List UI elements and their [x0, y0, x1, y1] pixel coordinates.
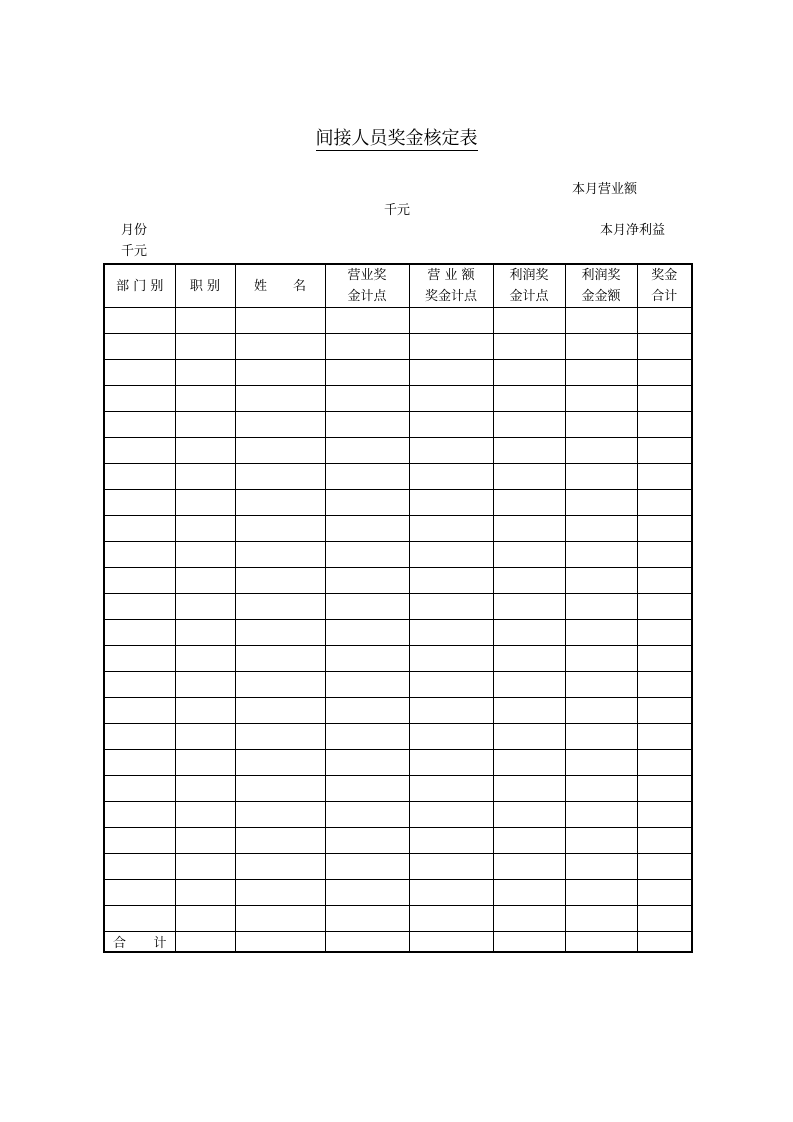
total-label-cell [104, 932, 175, 953]
table-cell[interactable] [325, 750, 409, 776]
total-cell[interactable] [637, 932, 692, 953]
table-cell[interactable] [565, 516, 637, 542]
table-cell[interactable] [325, 594, 409, 620]
table-cell[interactable] [325, 386, 409, 412]
table-cell[interactable] [104, 334, 175, 360]
table-cell[interactable] [493, 360, 565, 386]
table-cell[interactable] [565, 412, 637, 438]
table-row [104, 672, 692, 698]
header-row [104, 264, 692, 308]
table-cell[interactable] [565, 308, 637, 334]
table-cell[interactable] [637, 802, 692, 828]
table-cell[interactable] [565, 802, 637, 828]
total-row [104, 932, 692, 953]
table-cell[interactable] [565, 906, 637, 932]
table-row [104, 568, 692, 594]
table-row [104, 880, 692, 906]
table-cell[interactable] [325, 776, 409, 802]
table-cell[interactable] [409, 776, 493, 802]
table-cell[interactable] [493, 854, 565, 880]
table-cell[interactable] [175, 360, 235, 386]
table-cell[interactable] [493, 516, 565, 542]
table-cell[interactable] [409, 802, 493, 828]
table-cell[interactable] [235, 750, 325, 776]
table-cell[interactable] [409, 360, 493, 386]
sales-unit: 千元 [384, 203, 411, 218]
table-cell[interactable] [104, 594, 175, 620]
table-cell[interactable] [235, 334, 325, 360]
table-cell[interactable] [175, 828, 235, 854]
table-cell[interactable] [493, 828, 565, 854]
table-cell[interactable] [104, 412, 175, 438]
table-cell[interactable] [637, 698, 692, 724]
table-cell[interactable] [325, 412, 409, 438]
table-cell[interactable] [409, 828, 493, 854]
table-cell[interactable] [325, 490, 409, 516]
table-cell[interactable] [565, 750, 637, 776]
table-cell[interactable] [637, 516, 692, 542]
table-cell[interactable] [637, 594, 692, 620]
table-cell[interactable] [409, 698, 493, 724]
table-cell[interactable] [325, 620, 409, 646]
table-cell[interactable] [104, 828, 175, 854]
table-cell[interactable] [637, 438, 692, 464]
table-row [104, 646, 692, 672]
table-cell[interactable] [104, 906, 175, 932]
table-cell[interactable] [235, 412, 325, 438]
table-cell[interactable] [175, 854, 235, 880]
table-cell[interactable] [104, 438, 175, 464]
table-row [104, 594, 692, 620]
table-row [104, 386, 692, 412]
table-cell[interactable] [565, 438, 637, 464]
table-row [104, 542, 692, 568]
table-cell[interactable] [235, 906, 325, 932]
table-cell[interactable] [325, 672, 409, 698]
table-cell[interactable] [104, 620, 175, 646]
table-cell[interactable] [565, 620, 637, 646]
table-body [104, 308, 692, 932]
table-cell[interactable] [235, 386, 325, 412]
table-cell[interactable] [637, 776, 692, 802]
table-cell[interactable] [565, 724, 637, 750]
table-cell[interactable] [637, 386, 692, 412]
table-cell[interactable] [409, 750, 493, 776]
total-cell[interactable] [565, 932, 637, 953]
table-cell[interactable] [493, 464, 565, 490]
table-cell[interactable] [325, 802, 409, 828]
table-cell[interactable] [493, 698, 565, 724]
table-cell[interactable] [493, 750, 565, 776]
table-cell[interactable] [175, 568, 235, 594]
total-cell[interactable] [409, 932, 493, 953]
table-cell[interactable] [104, 360, 175, 386]
total-label-right: 计 [153, 936, 167, 951]
table-cell[interactable] [325, 464, 409, 490]
table-cell[interactable] [637, 412, 692, 438]
table-cell[interactable] [235, 568, 325, 594]
table-cell[interactable] [175, 516, 235, 542]
table-row [104, 360, 692, 386]
header-position: 职 别 [175, 264, 235, 308]
table-cell[interactable] [493, 724, 565, 750]
total-label-left: 合 [113, 936, 127, 951]
table-cell[interactable] [325, 438, 409, 464]
table-cell[interactable] [175, 698, 235, 724]
table-cell[interactable] [493, 308, 565, 334]
table-row [104, 828, 692, 854]
table-cell[interactable] [637, 620, 692, 646]
table-row [104, 464, 692, 490]
table-row [104, 698, 692, 724]
table-cell[interactable] [409, 672, 493, 698]
table-cell[interactable] [104, 646, 175, 672]
header-profit-bonus-amount: 利润奖 金金额 [565, 264, 637, 308]
table-cell[interactable] [175, 906, 235, 932]
table-row [104, 412, 692, 438]
table-cell[interactable] [235, 464, 325, 490]
table-cell[interactable] [565, 386, 637, 412]
table-cell[interactable] [104, 542, 175, 568]
table-cell[interactable] [175, 594, 235, 620]
table-cell[interactable] [235, 438, 325, 464]
table-cell[interactable] [175, 438, 235, 464]
table-cell[interactable] [175, 620, 235, 646]
table-cell[interactable] [409, 412, 493, 438]
page-title [0, 126, 793, 152]
profit-unit: 千元 [121, 244, 148, 259]
table-cell[interactable] [409, 438, 493, 464]
table-cell[interactable] [565, 464, 637, 490]
table-cell[interactable] [175, 412, 235, 438]
header-name: 姓 名 [235, 264, 325, 308]
table-cell[interactable] [493, 620, 565, 646]
table-cell[interactable] [493, 906, 565, 932]
table-cell[interactable] [493, 802, 565, 828]
table-cell[interactable] [104, 516, 175, 542]
table-cell[interactable] [565, 828, 637, 854]
table-cell[interactable] [565, 568, 637, 594]
table-cell[interactable] [409, 594, 493, 620]
table-cell[interactable] [409, 724, 493, 750]
table-cell[interactable] [565, 646, 637, 672]
table-cell[interactable] [409, 464, 493, 490]
month-label: 月份 [121, 223, 148, 238]
table-cell[interactable] [325, 646, 409, 672]
table-cell[interactable] [637, 906, 692, 932]
table-cell[interactable] [175, 490, 235, 516]
table-cell[interactable] [493, 386, 565, 412]
table-cell[interactable] [637, 828, 692, 854]
table-cell[interactable] [104, 386, 175, 412]
table-cell[interactable] [325, 880, 409, 906]
table-cell[interactable] [493, 438, 565, 464]
table-cell[interactable] [325, 542, 409, 568]
table-row [104, 906, 692, 932]
table-cell[interactable] [565, 854, 637, 880]
header-bonus-total: 奖金 合计 [637, 264, 692, 308]
table-cell[interactable] [565, 490, 637, 516]
table-cell[interactable] [235, 880, 325, 906]
table-cell[interactable] [493, 594, 565, 620]
table-cell[interactable] [493, 542, 565, 568]
sales-label: 本月营业额 [572, 182, 638, 197]
table-cell[interactable] [493, 490, 565, 516]
table-cell[interactable] [175, 308, 235, 334]
table-cell[interactable] [175, 880, 235, 906]
table-cell[interactable] [104, 802, 175, 828]
table-row [104, 802, 692, 828]
table-cell[interactable] [637, 542, 692, 568]
table-cell[interactable] [409, 854, 493, 880]
table-cell[interactable] [565, 672, 637, 698]
table-cell[interactable] [175, 672, 235, 698]
table-cell[interactable] [175, 334, 235, 360]
table-cell[interactable] [637, 334, 692, 360]
table-cell[interactable] [637, 646, 692, 672]
table-cell[interactable] [235, 594, 325, 620]
table-cell[interactable] [235, 308, 325, 334]
table-cell[interactable] [325, 854, 409, 880]
table-cell[interactable] [175, 724, 235, 750]
table-cell[interactable] [409, 906, 493, 932]
table-cell[interactable] [565, 776, 637, 802]
table-cell[interactable] [409, 880, 493, 906]
table-cell[interactable] [637, 464, 692, 490]
bonus-table [103, 263, 693, 953]
table-cell[interactable] [409, 568, 493, 594]
table-row [104, 854, 692, 880]
table-cell[interactable] [493, 568, 565, 594]
title-text: 间接人员奖金核定表 [315, 128, 478, 149]
table-cell[interactable] [565, 880, 637, 906]
table-cell[interactable] [637, 672, 692, 698]
table-cell[interactable] [104, 854, 175, 880]
table-cell[interactable] [493, 646, 565, 672]
total-cell[interactable] [493, 932, 565, 953]
table-cell[interactable] [104, 750, 175, 776]
table-cell[interactable] [235, 724, 325, 750]
table-cell[interactable] [565, 334, 637, 360]
table-cell[interactable] [175, 542, 235, 568]
table-row [104, 750, 692, 776]
table-cell[interactable] [235, 802, 325, 828]
table-row [104, 516, 692, 542]
table-cell[interactable] [409, 516, 493, 542]
table-cell[interactable] [409, 490, 493, 516]
table-cell[interactable] [104, 672, 175, 698]
table-cell[interactable] [637, 360, 692, 386]
table-cell[interactable] [409, 620, 493, 646]
table-cell[interactable] [637, 854, 692, 880]
total-cell[interactable] [325, 932, 409, 953]
table-row [104, 334, 692, 360]
table-cell[interactable] [409, 308, 493, 334]
total-cell[interactable] [175, 932, 235, 953]
table-row [104, 438, 692, 464]
table-cell[interactable] [104, 308, 175, 334]
table-cell[interactable] [493, 334, 565, 360]
table-cell[interactable] [409, 542, 493, 568]
table-cell[interactable] [325, 516, 409, 542]
table-cell[interactable] [637, 568, 692, 594]
table-cell[interactable] [493, 672, 565, 698]
table-row [104, 308, 692, 334]
table-cell[interactable] [235, 672, 325, 698]
table-cell[interactable] [325, 360, 409, 386]
table-cell[interactable] [565, 542, 637, 568]
header-dept: 部 门 别 [104, 264, 175, 308]
table-cell[interactable] [565, 698, 637, 724]
table-cell[interactable] [565, 360, 637, 386]
table-cell[interactable] [175, 464, 235, 490]
table-cell[interactable] [325, 308, 409, 334]
table-cell[interactable] [235, 542, 325, 568]
table-cell[interactable] [104, 776, 175, 802]
table-cell[interactable] [637, 880, 692, 906]
table-cell[interactable] [235, 698, 325, 724]
table-cell[interactable] [235, 490, 325, 516]
table-cell[interactable] [104, 698, 175, 724]
table-cell[interactable] [104, 490, 175, 516]
table-cell[interactable] [104, 724, 175, 750]
table-cell[interactable] [325, 334, 409, 360]
table-cell[interactable] [565, 594, 637, 620]
table-cell[interactable] [104, 568, 175, 594]
header-profit-bonus-points: 利润奖 金计点 [493, 264, 565, 308]
table-cell[interactable] [235, 854, 325, 880]
table-cell[interactable] [409, 334, 493, 360]
table-cell[interactable] [637, 724, 692, 750]
table-row [104, 490, 692, 516]
table-cell[interactable] [235, 646, 325, 672]
total-cell[interactable] [235, 932, 325, 953]
table-cell[interactable] [493, 776, 565, 802]
table-cell[interactable] [325, 724, 409, 750]
table-cell[interactable] [235, 828, 325, 854]
table-cell[interactable] [493, 412, 565, 438]
table-row [104, 620, 692, 646]
table-cell[interactable] [637, 490, 692, 516]
table-cell[interactable] [235, 776, 325, 802]
table-cell[interactable] [175, 802, 235, 828]
table-cell[interactable] [325, 568, 409, 594]
table-cell[interactable] [235, 360, 325, 386]
table-cell[interactable] [325, 828, 409, 854]
table-cell[interactable] [235, 620, 325, 646]
table-cell[interactable] [493, 880, 565, 906]
table-cell[interactable] [235, 516, 325, 542]
table-cell[interactable] [175, 646, 235, 672]
header-sales-bonus-points: 营业奖 金计点 [325, 264, 409, 308]
table-cell[interactable] [104, 880, 175, 906]
table-cell[interactable] [325, 906, 409, 932]
table-cell[interactable] [175, 386, 235, 412]
table-cell[interactable] [409, 646, 493, 672]
table-cell[interactable] [175, 750, 235, 776]
table-cell[interactable] [409, 386, 493, 412]
table-cell[interactable] [175, 776, 235, 802]
table-row [104, 776, 692, 802]
table-cell[interactable] [104, 464, 175, 490]
table-cell[interactable] [637, 750, 692, 776]
header-sales-amount-bonus-points: 营 业 额 奖金计点 [409, 264, 493, 308]
table-row [104, 724, 692, 750]
table-cell[interactable] [325, 698, 409, 724]
table-cell[interactable] [637, 308, 692, 334]
profit-label: 本月净利益 [600, 223, 666, 238]
